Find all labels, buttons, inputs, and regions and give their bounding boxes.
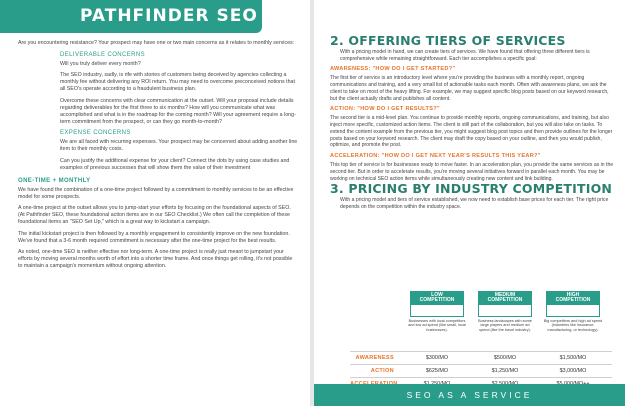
left-body xyxy=(18,40,298,275)
tier-high-description: Big competitors and high ad spend (industries like insurance, manufacturing, or technology). xyxy=(543,319,603,332)
tier-low-title: LOW xyxy=(431,292,443,298)
one-time-paragraph-1: We have found the combination of a one-time project followed by a commitment to monthly services to be an effective model for some prospects. xyxy=(18,186,294,200)
brand-logo: PATHFINDER SEO xyxy=(80,6,258,26)
price-row-label: AWARENESS xyxy=(355,355,394,361)
awareness-heading: AWARENESS: "HOW DO I GET STARTED?" xyxy=(330,66,456,73)
right-page xyxy=(314,0,625,406)
logo-banner xyxy=(0,0,262,33)
price-cell: $300/MO xyxy=(425,355,449,361)
expense-concerns-heading: EXPENSE CONCERNS xyxy=(60,130,131,136)
tier-medium-subtitle: COMPETITION xyxy=(487,297,523,304)
price-row-awareness xyxy=(350,351,612,364)
section-3-intro: With a pricing model and tiers of service established, we now need to establish base prices for each tier. The right price depends on the competition within the industry space. xyxy=(340,197,609,210)
price-row-label: ACTION xyxy=(370,368,394,374)
one-time-paragraph-3: The initial kickstart project is then followed by a monthly engagement to consistently improve on the new foundation. We've found that a 3-6 month required commitment is necessary after the one-time project for the best results. xyxy=(18,230,290,244)
intro-paragraph: Are you encountering resistance? Your prospect may have one or two main concerns as it relates to monthly services: xyxy=(18,40,295,46)
tier-low-description: Businesses with local competitors and low ad spend (like small, local businesses). xyxy=(408,319,466,332)
price-cell: $500/MO xyxy=(493,355,517,361)
one-time-paragraph-4: As noted, one-time SEO is neither effective nor long-term. A one-time project is really just meant to jumpstart your efforts by moving several months worth of effort into a shorter time frame. And once things get rolling, it's not possible to maintain a campaign's momentum without ongoing attention. xyxy=(18,249,293,269)
awareness-paragraph: The first tier of service is an introductory level where you're providing the business with a monthly report, ongoing communications and training, and a very small list of actionable tasks each month. Often with awareness plans, we ask the client to take on most of the heavy lifting. For example, we may suggest specific blog posts based on our keyword research, but the client actually drafts and publishes all content. xyxy=(330,75,609,102)
one-time-paragraph-2: A one-time project at the outset allows you to jump-start your efforts by focusing on the foundational aspects of SEO. (At Pathfinder SEO, these foundational action items are in our SEO Checklist.) We often call the completion of these foundational items an "SEO Set Up," which is a great way to kickstart a campaign. xyxy=(18,205,291,225)
section-2-heading: 2. OFFERING TIERS OF SERVICES xyxy=(330,33,566,48)
acceleration-heading: ACCELERATION: "HOW DO I GET NEXT YEAR'S RESULTS THIS YEAR?" xyxy=(330,153,541,160)
section-3-heading: 3. PRICING BY INDUSTRY COMPETITION xyxy=(330,181,613,197)
tier-high-subtitle: COMPETITION xyxy=(555,297,591,304)
expense-paragraph-2: Can you justify the additional expense for your client? Connect the dots by using case studies and examples of previous successes that will show them the value of their investment xyxy=(60,157,290,171)
tier-low-subtitle: COMPETITION xyxy=(419,297,455,304)
deliverable-paragraph-1: The SEO industry, sadly, is rife with stories of customers being deceived by agencies collecting a monthly fee without delivering any ROI return. You may need to overcome preconceived notions that all SEO's operate according to a fraudulent business plan. xyxy=(60,72,295,92)
section-2-intro: With a pricing model in hand, we can create tiers of services. We have found that offering three different tiers is comprehensive while remaining straightforward. Each tier accomplishes a specific goal: xyxy=(340,48,590,62)
deliverable-paragraph-2: Overcome these concerns with clear communication at the outset. Will your proposal include details regarding deliverables for the first three to six months? How will you communicate what was accomplished and what is in the roadmap for the coming month? Will your agreement require a long- term commitment from the prospect, or can they go month-to-month? xyxy=(60,97,296,125)
footer-banner xyxy=(314,384,625,406)
action-paragraph: The second tier is a mid-level plan. You continue to provide monthly reports, ongoing communications, and training, but also inject more specific, customized action items. The client is still part of the collaboration, but you will also take on tasks. To extend the content example from the previous tier, you might suggest blog post topics and then provide outlines for the longer posts based on your keyword research. The client may draft the copy based on your outline, and then you would publish, optimize, and promote the post. xyxy=(330,115,613,149)
deliverable-concerns-heading: DELIVERABLE CONCERNS xyxy=(60,51,146,58)
price-cell: $3,000/MO xyxy=(559,368,587,374)
price-cell: $1,250/MO xyxy=(491,368,519,374)
right-body xyxy=(330,33,614,214)
tier-high-header xyxy=(547,292,599,305)
tier-high-title: HIGH xyxy=(566,292,580,298)
acceleration-paragraph: This top tier of service is for businesses ready to move faster. In an acceleration plan, you provide the same services as in the second tier. But in order to accelerate results, you're moving several initiatives forward in parallel each month. You may be working on technical SEO action items while simultaneously creating new content and link building. xyxy=(330,161,614,182)
tier-header-row xyxy=(350,291,612,332)
expense-paragraph-1: We are all faced with recurring expenses. Your prospect may be concerned about adding another line item to their monthly costs. xyxy=(60,139,298,152)
tier-low-box xyxy=(410,291,464,317)
tier-medium-title: MEDIUM xyxy=(494,292,516,298)
one-time-monthly-heading: ONE-TIME + MONTHLY xyxy=(18,177,91,184)
tier-low-header xyxy=(411,292,463,305)
price-row-action xyxy=(350,364,612,377)
left-page xyxy=(0,0,310,406)
tier-medium-header xyxy=(479,292,531,305)
price-cell: $1,500/MO xyxy=(559,355,587,361)
tier-high-box xyxy=(546,291,600,317)
action-heading: ACTION: "HOW DO I GET RESULTS?" xyxy=(330,106,440,113)
price-cell: $625/MO xyxy=(425,368,449,374)
footer-title: SEO AS A SERVICE xyxy=(406,390,533,400)
tier-medium-box xyxy=(478,291,532,317)
deliverable-question: Will you truly deliver every month? xyxy=(60,60,141,67)
tier-medium-description: Business landscapes with some large players and medium ad spend (like the travel industry). xyxy=(478,319,532,332)
pricing-table xyxy=(350,291,612,374)
